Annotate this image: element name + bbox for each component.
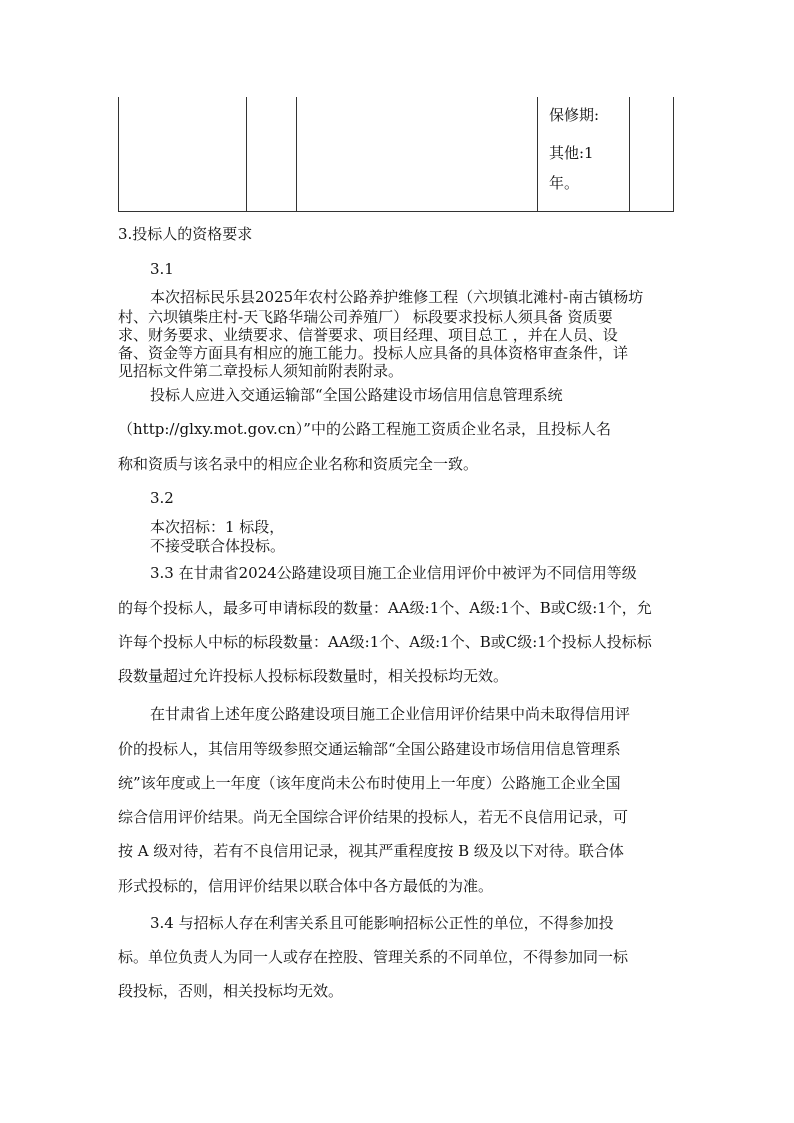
- paragraph-line: 段数量超过允许投标人投标标段数量时，相关投标均无效。: [118, 667, 509, 685]
- clause-number: 3.2: [150, 489, 174, 507]
- paragraph-line: 村、六坝镇柴庄村-天飞路华瑞公司养殖厂） 标段要求投标人须具备 资质要: [118, 308, 613, 326]
- paragraph-line: 求、财务要求、业绩要求、信誉要求、项目经理、项目总工 ，并在人员、设: [118, 326, 618, 344]
- paragraph-line: 投标人应进入交通运输部“全国公路建设市场信用信息管理系统: [150, 386, 563, 404]
- table-cell-text: 年。: [549, 174, 580, 192]
- table-border: [118, 97, 119, 212]
- paragraph-line: 3.3 在甘肃省2024公路建设项目施工企业信用评价中被评为不同信用等级: [150, 564, 637, 582]
- table-cell-text: 其他:1: [549, 144, 594, 162]
- table-border: [246, 97, 247, 212]
- table-cell-text: 保修期:: [549, 106, 600, 124]
- paragraph-line: 本次招标：1 标段，: [150, 518, 285, 536]
- paragraph-line: （http://glxy.mot.gov.cn）”中的公路工程施工资质企业名录，且投标人名: [118, 420, 611, 438]
- table-fragment: [118, 97, 674, 212]
- paragraph-line: 形式投标的，信用评价结果以联合体中各方最低的为准。: [118, 877, 494, 895]
- paragraph-line: 价的投标人，其信用等级参照交通运输部“全国公路建设市场信用信息管理系: [118, 740, 621, 758]
- paragraph-line: 许每个投标人中标的标段数量：AA级:1个、A级:1个、B或C级:1个投标人投标标: [118, 633, 652, 651]
- paragraph-line: 不接受联合体投标。: [150, 537, 286, 555]
- table-border: [537, 97, 538, 212]
- clause-number: 3.1: [150, 260, 174, 278]
- paragraph-line: 段投标，否则，相关投标均无效。: [118, 982, 344, 1000]
- paragraph-line: 见招标文件第二章投标人须知前附表附录。: [118, 362, 404, 380]
- paragraph-line: 备、资金等方面具有相应的施工能力。投标人应具备的具体资格审查条件，详: [118, 344, 629, 362]
- paragraph-line: 统”该年度或上一年度（该年度尚未公布时使用上一年度）公路施工企业全国: [118, 774, 621, 792]
- table-border: [296, 97, 297, 212]
- paragraph-line: 综合信用评价结果。尚无全国综合评价结果的投标人，若无不良信用记录，可: [118, 808, 629, 826]
- paragraph-line: 的每个投标人，最多可申请标段的数量：AA级:1个、A级:1个、B或C级:1个，允: [118, 599, 652, 617]
- paragraph-line: 按 A 级对待，若有不良信用记录，视其严重程度按 B 级及以下对待。联合体: [118, 842, 624, 860]
- paragraph-line: 称和资质与该名录中的相应企业名称和资质完全一致。: [118, 455, 479, 473]
- paragraph-line: 本次招标民乐县2025年农村公路养护维修工程（六坝镇北滩村-南古镇杨坊: [150, 288, 644, 306]
- paragraph-line: 标。单位负责人为同一人或存在控股、管理关系的不同单位，不得参加同一标: [118, 948, 629, 966]
- table-bottom-border: [118, 211, 674, 212]
- section-heading: 3.投标人的资格要求: [118, 225, 253, 243]
- paragraph-line: 在甘肃省上述年度公路建设项目施工企业信用评价结果中尚未取得信用评: [150, 705, 631, 723]
- paragraph-line: 3.4 与招标人存在利害关系且可能影响招标公正性的单位，不得参加投: [150, 914, 614, 932]
- table-border: [673, 97, 674, 212]
